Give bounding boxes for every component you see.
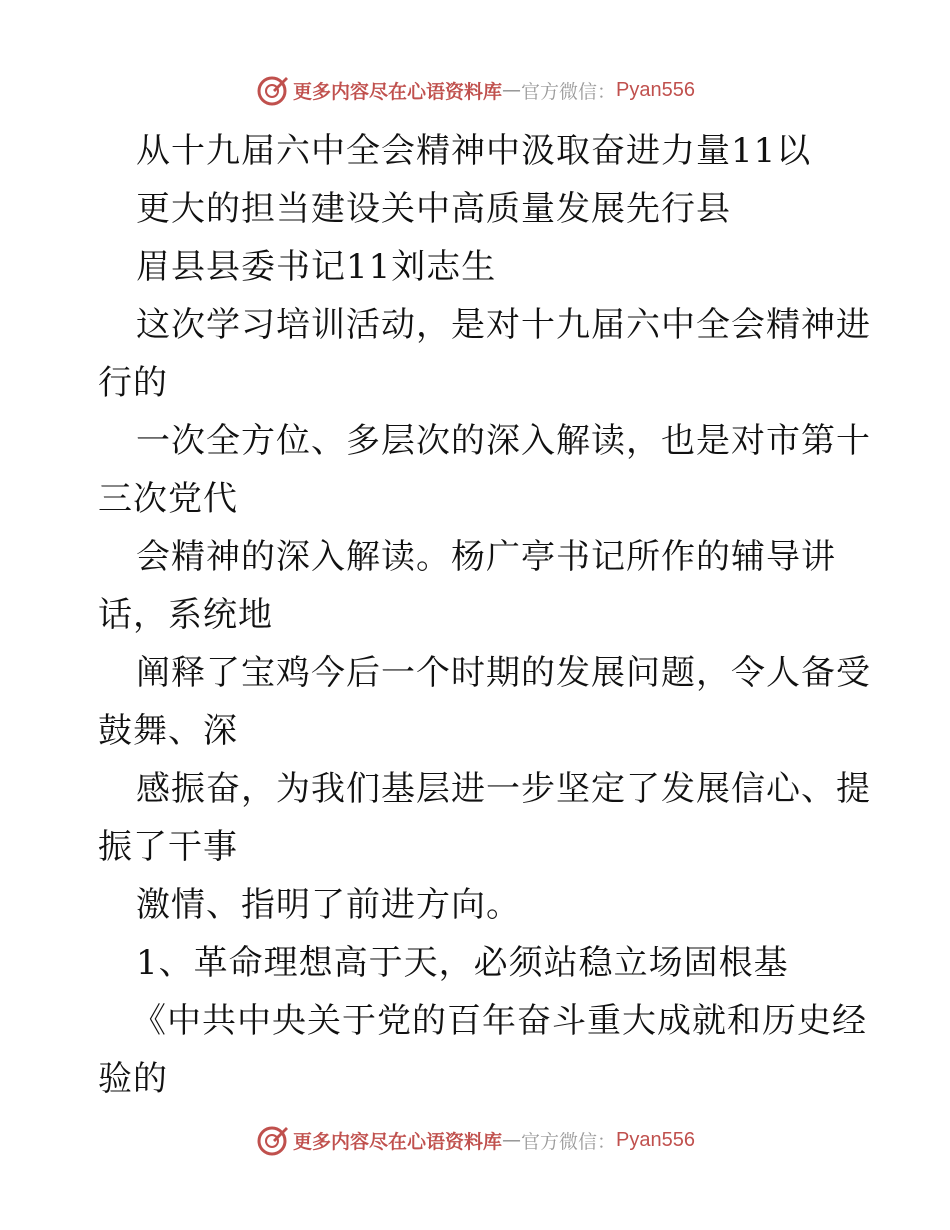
header-banner: [0, 70, 950, 110]
header-brand: 更多内容尽在心语资料库: [293, 80, 503, 103]
document-body: [98, 122, 871, 1108]
paragraph-line: 行的: [98, 363, 168, 403]
paragraph-line: 三次党代: [98, 479, 238, 519]
paragraph-line: 振了干事: [98, 827, 238, 867]
title-line-1: 从十九届六中全会精神中汲取奋进力量11以: [136, 131, 812, 171]
footer-banner: [0, 1120, 950, 1160]
footer-brand: 更多内容尽在心语资料库: [293, 1130, 503, 1153]
logo-icon: [255, 1123, 289, 1157]
footer-wechat-id: Pyan556: [616, 1128, 695, 1151]
logo-icon: [255, 73, 289, 107]
footer-separator: —: [502, 1129, 522, 1151]
paragraph-line: 《中共中央关于党的百年奋斗重大成就和历史经: [132, 1001, 867, 1041]
header-wechat-id: Pyan556: [616, 78, 695, 101]
author-line: 眉县县委书记11刘志生: [136, 247, 497, 287]
title-line-2: 更大的担当建设关中高质量发展先行县: [136, 189, 731, 229]
paragraph-line: 阐释了宝鸡今后一个时期的发展问题，令人备受: [136, 653, 871, 693]
paragraph-line: 这次学习培训活动，是对十九届六中全会精神进: [136, 305, 871, 345]
paragraph-line: 会精神的深入解读。杨广亭书记所作的辅导讲: [136, 537, 836, 577]
paragraph-line: 一次全方位、多层次的深入解读，也是对市第十: [136, 421, 871, 461]
paragraph-line: 感振奋，为我们基层进一步坚定了发展信心、提: [136, 769, 871, 809]
footer-wechat-label: 官方微信：: [521, 1130, 617, 1153]
header-separator: —: [502, 79, 522, 101]
paragraph-line: 话，系统地: [98, 595, 273, 635]
paragraph-line: 验的: [98, 1059, 168, 1099]
section-heading: 1、革命理想高于天，必须站稳立场固根基: [136, 943, 789, 983]
paragraph-line: 鼓舞、深: [98, 711, 238, 751]
paragraph-line: 激情、指明了前进方向。: [136, 885, 521, 925]
header-wechat-label: 官方微信：: [521, 80, 617, 103]
